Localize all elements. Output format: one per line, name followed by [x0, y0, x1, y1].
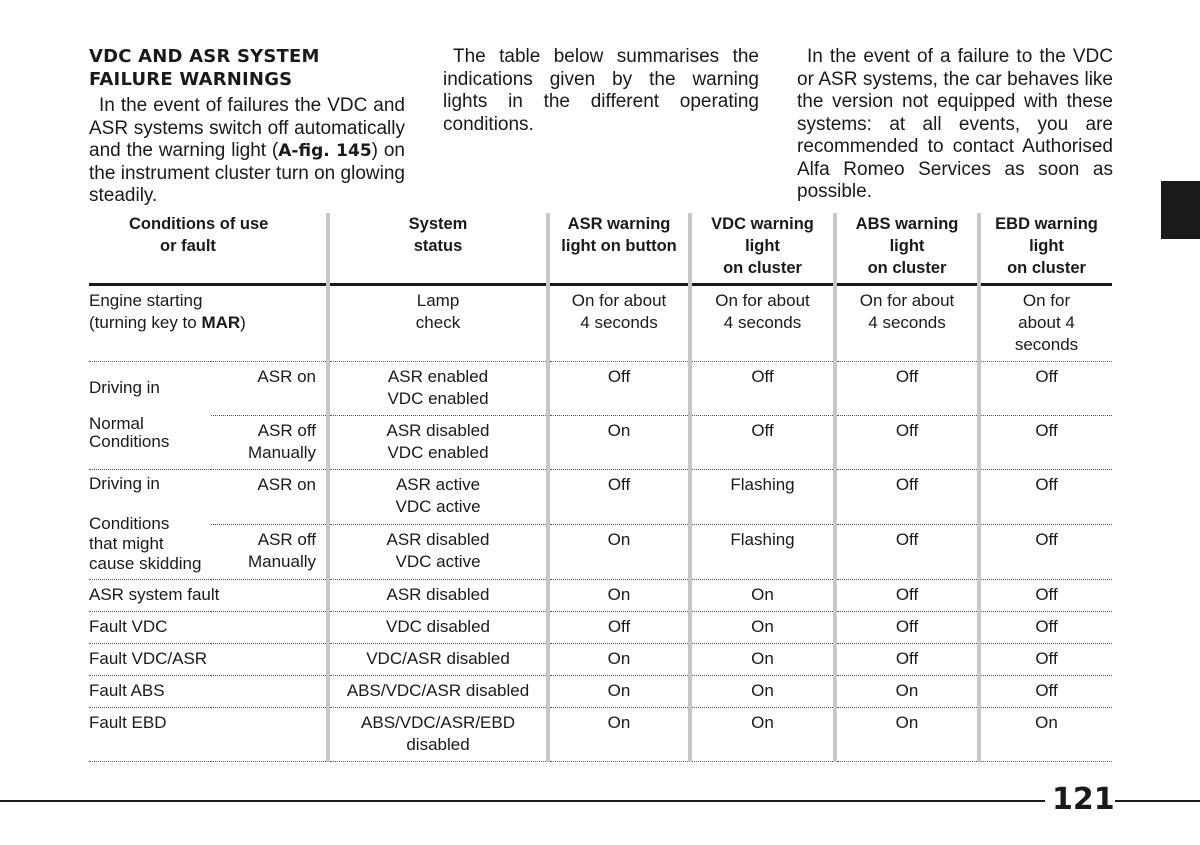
status-cell: ABS/VDC/ASR/EBD disabled: [328, 708, 548, 762]
header-abs-l1: ABS warning light: [855, 215, 959, 255]
status-cell: [328, 362, 548, 416]
abs-cell: Off: [835, 362, 979, 416]
chapter-tab-marker: [1161, 181, 1200, 239]
vdc-cell: On: [690, 580, 835, 612]
header-conditions-l2: or fault: [160, 237, 216, 255]
ebd-cell: Off: [1035, 585, 1058, 604]
sub-condition-l2: Manually: [247, 443, 317, 462]
table-row-skidding-asr-on: [89, 470, 1112, 525]
asr-cell: On: [548, 525, 690, 580]
warning-lights-table: [89, 213, 1112, 762]
abs-cell: Off: [835, 612, 979, 644]
table-row-vdc-asr-fault: [89, 644, 1112, 676]
ebd-cell: Off: [1035, 649, 1058, 668]
table-row-normal-asr-off: [89, 416, 1112, 470]
abs-cell: Off: [835, 416, 979, 470]
condition-group-normal: [89, 362, 211, 470]
section-heading: [89, 46, 405, 91]
ebd-cell: Off: [1035, 617, 1058, 636]
sub-condition-cell: [211, 362, 328, 416]
condition-normal-l2: Normal: [89, 414, 144, 433]
status-cell: VDC/ASR disabled: [328, 644, 548, 676]
status-l1: Lamp: [416, 291, 460, 310]
vdc-cell: Off: [690, 362, 835, 416]
sub-condition-cell: [211, 416, 328, 470]
header-abs-l2: on cluster: [867, 259, 947, 277]
table-header-row: [89, 213, 1112, 285]
table-row-engine-starting: [89, 285, 1112, 362]
status-cell: VDC disabled: [328, 612, 548, 644]
asr-cell: On: [548, 708, 690, 762]
status-l2: VDC active: [395, 552, 481, 571]
condition-cell: ASR system fault: [89, 580, 328, 612]
status-l2: VDC active: [395, 497, 481, 516]
vdc-cell: On: [690, 644, 835, 676]
condition-skid-l4: cause skidding: [89, 554, 202, 573]
table-row-abs-fault: [89, 676, 1112, 708]
abs-cell: On: [835, 708, 979, 762]
header-conditions: [89, 213, 328, 285]
status-cell: [328, 525, 548, 580]
table-row-asr-fault: [89, 580, 1112, 612]
para1-text-end: ) on the instrument cluster turn on glowing steadily.: [89, 140, 405, 206]
header-ebd-l2: on cluster: [1007, 259, 1086, 277]
ebd-cell: On for about 4 seconds: [1014, 291, 1079, 354]
status-l1: ASR disabled: [386, 421, 490, 440]
condition-cell: Fault VDC/ASR: [89, 644, 328, 676]
failure-advice-paragraph: In the event of a failure to the VDC or ASR systems, the car behaves like the version not equipped with these systems: at all events, you are recommended to contact Authorised Alfa Romeo Services as soon as possible.: [797, 46, 1113, 202]
abs-cell: Off: [835, 644, 979, 676]
abs-cell: Off: [835, 525, 979, 580]
condition-skid-l3: that might: [89, 534, 164, 553]
ebd-cell: Off: [979, 470, 1112, 525]
status-cell: [328, 470, 548, 525]
vdc-cell: Flashing: [690, 470, 835, 525]
table-summary-paragraph: The table below summarises the indications given by the warning lights in the different operating conditions.: [443, 46, 759, 135]
status-l2: VDC enabled: [387, 443, 489, 462]
vdc-cell: On: [690, 676, 835, 708]
header-ebd-light: [979, 213, 1112, 285]
sub-condition-cell: [211, 470, 328, 525]
status-l2: VDC enabled: [387, 389, 489, 408]
asr-cell: On: [548, 416, 690, 470]
ebd-cell: Off: [1035, 681, 1058, 700]
asr-cell: Off: [548, 470, 690, 525]
sub-condition-l1: ASR on: [257, 475, 317, 494]
sub-condition-l2: Manually: [247, 552, 317, 571]
heading-line-1: VDC AND ASR SYSTEM: [89, 46, 320, 67]
para1-text-start: In the event of failures the VDC and ASR systems switch off automatically and the warning light (: [89, 95, 405, 161]
key-position-mar: MAR: [201, 313, 241, 332]
header-status-l2: status: [413, 237, 463, 255]
heading-line-2: FAILURE WARNINGS: [89, 68, 293, 90]
ebd-cell: Off: [979, 416, 1112, 470]
status-l1: ASR disabled: [386, 530, 490, 549]
header-asr-l2: light on button: [561, 237, 677, 255]
header-vdc-l2: on cluster: [723, 259, 802, 277]
sub-condition-cell: [211, 525, 328, 580]
table-row-skidding-asr-off: [89, 525, 1112, 580]
abs-cell: On: [835, 676, 979, 708]
status-cell: [328, 285, 548, 362]
abs-cell: Off: [835, 580, 979, 612]
header-vdc-l1: VDC warning light: [711, 215, 814, 255]
header-conditions-l1: Conditions of use: [129, 215, 269, 233]
asr-cell: On: [548, 644, 690, 676]
status-l1: ASR active: [395, 475, 481, 494]
condition-l2-end: ): [240, 313, 246, 332]
table-row-normal-asr-on: [89, 362, 1112, 416]
vdc-cell: On: [690, 612, 835, 644]
vdc-cell: On: [690, 708, 835, 762]
condition-group-skidding: [89, 470, 211, 580]
condition-normal-l1: Driving in: [89, 378, 160, 397]
header-status-l1: System: [408, 215, 468, 233]
header-abs-light: [835, 213, 979, 285]
condition-cell: Fault EBD: [89, 708, 328, 762]
status-cell: ASR disabled: [328, 580, 548, 612]
text-column-3: [797, 46, 1113, 204]
ebd-cell: Off: [979, 525, 1112, 580]
asr-cell: Off: [548, 612, 690, 644]
footer-rule-right: [1115, 800, 1200, 802]
header-asr-l1: ASR warning: [567, 215, 671, 233]
condition-cell: Fault ABS: [89, 676, 328, 708]
table-row-ebd-fault: [89, 708, 1112, 762]
status-l2: check: [415, 313, 461, 332]
page-number: 121: [1052, 782, 1115, 817]
sub-condition-l1: ASR on: [257, 367, 317, 386]
ebd-cell: On: [1035, 713, 1058, 732]
status-cell: ABS/VDC/ASR disabled: [328, 676, 548, 708]
sub-condition-l1: ASR off: [257, 530, 317, 549]
asr-cell: On for about 4 seconds: [548, 285, 690, 362]
text-column-1: [89, 46, 405, 208]
intro-paragraph: [89, 95, 405, 208]
asr-cell: Off: [548, 362, 690, 416]
status-cell: [328, 416, 548, 470]
header-ebd-l1: EBD warning light: [995, 215, 1098, 255]
text-column-2: [443, 46, 759, 136]
vdc-cell: On for about 4 seconds: [690, 285, 835, 362]
abs-cell: On for about 4 seconds: [835, 285, 979, 362]
asr-cell: On: [548, 580, 690, 612]
ebd-cell: Off: [979, 362, 1112, 416]
header-vdc-light: [690, 213, 835, 285]
condition-cell: [89, 285, 328, 362]
footer-rule-left: [0, 800, 1045, 802]
header-system-status: [328, 213, 548, 285]
header-asr-light: [548, 213, 690, 285]
figure-reference: A-fig. 145: [278, 141, 372, 161]
sub-condition-l1: ASR off: [257, 421, 317, 440]
condition-normal-l3: Conditions: [89, 432, 170, 451]
asr-cell: On: [548, 676, 690, 708]
condition-skid-l2: Conditions: [89, 514, 170, 533]
table-row-vdc-fault: [89, 612, 1112, 644]
abs-cell: Off: [835, 470, 979, 525]
status-l1: ASR enabled: [387, 367, 489, 386]
condition-l1: Engine starting: [89, 291, 203, 310]
condition-skid-l1: Driving in: [89, 474, 160, 493]
vdc-cell: Off: [690, 416, 835, 470]
condition-cell: Fault VDC: [89, 612, 328, 644]
vdc-cell: Flashing: [690, 525, 835, 580]
condition-l2: (turning key to: [89, 313, 202, 332]
